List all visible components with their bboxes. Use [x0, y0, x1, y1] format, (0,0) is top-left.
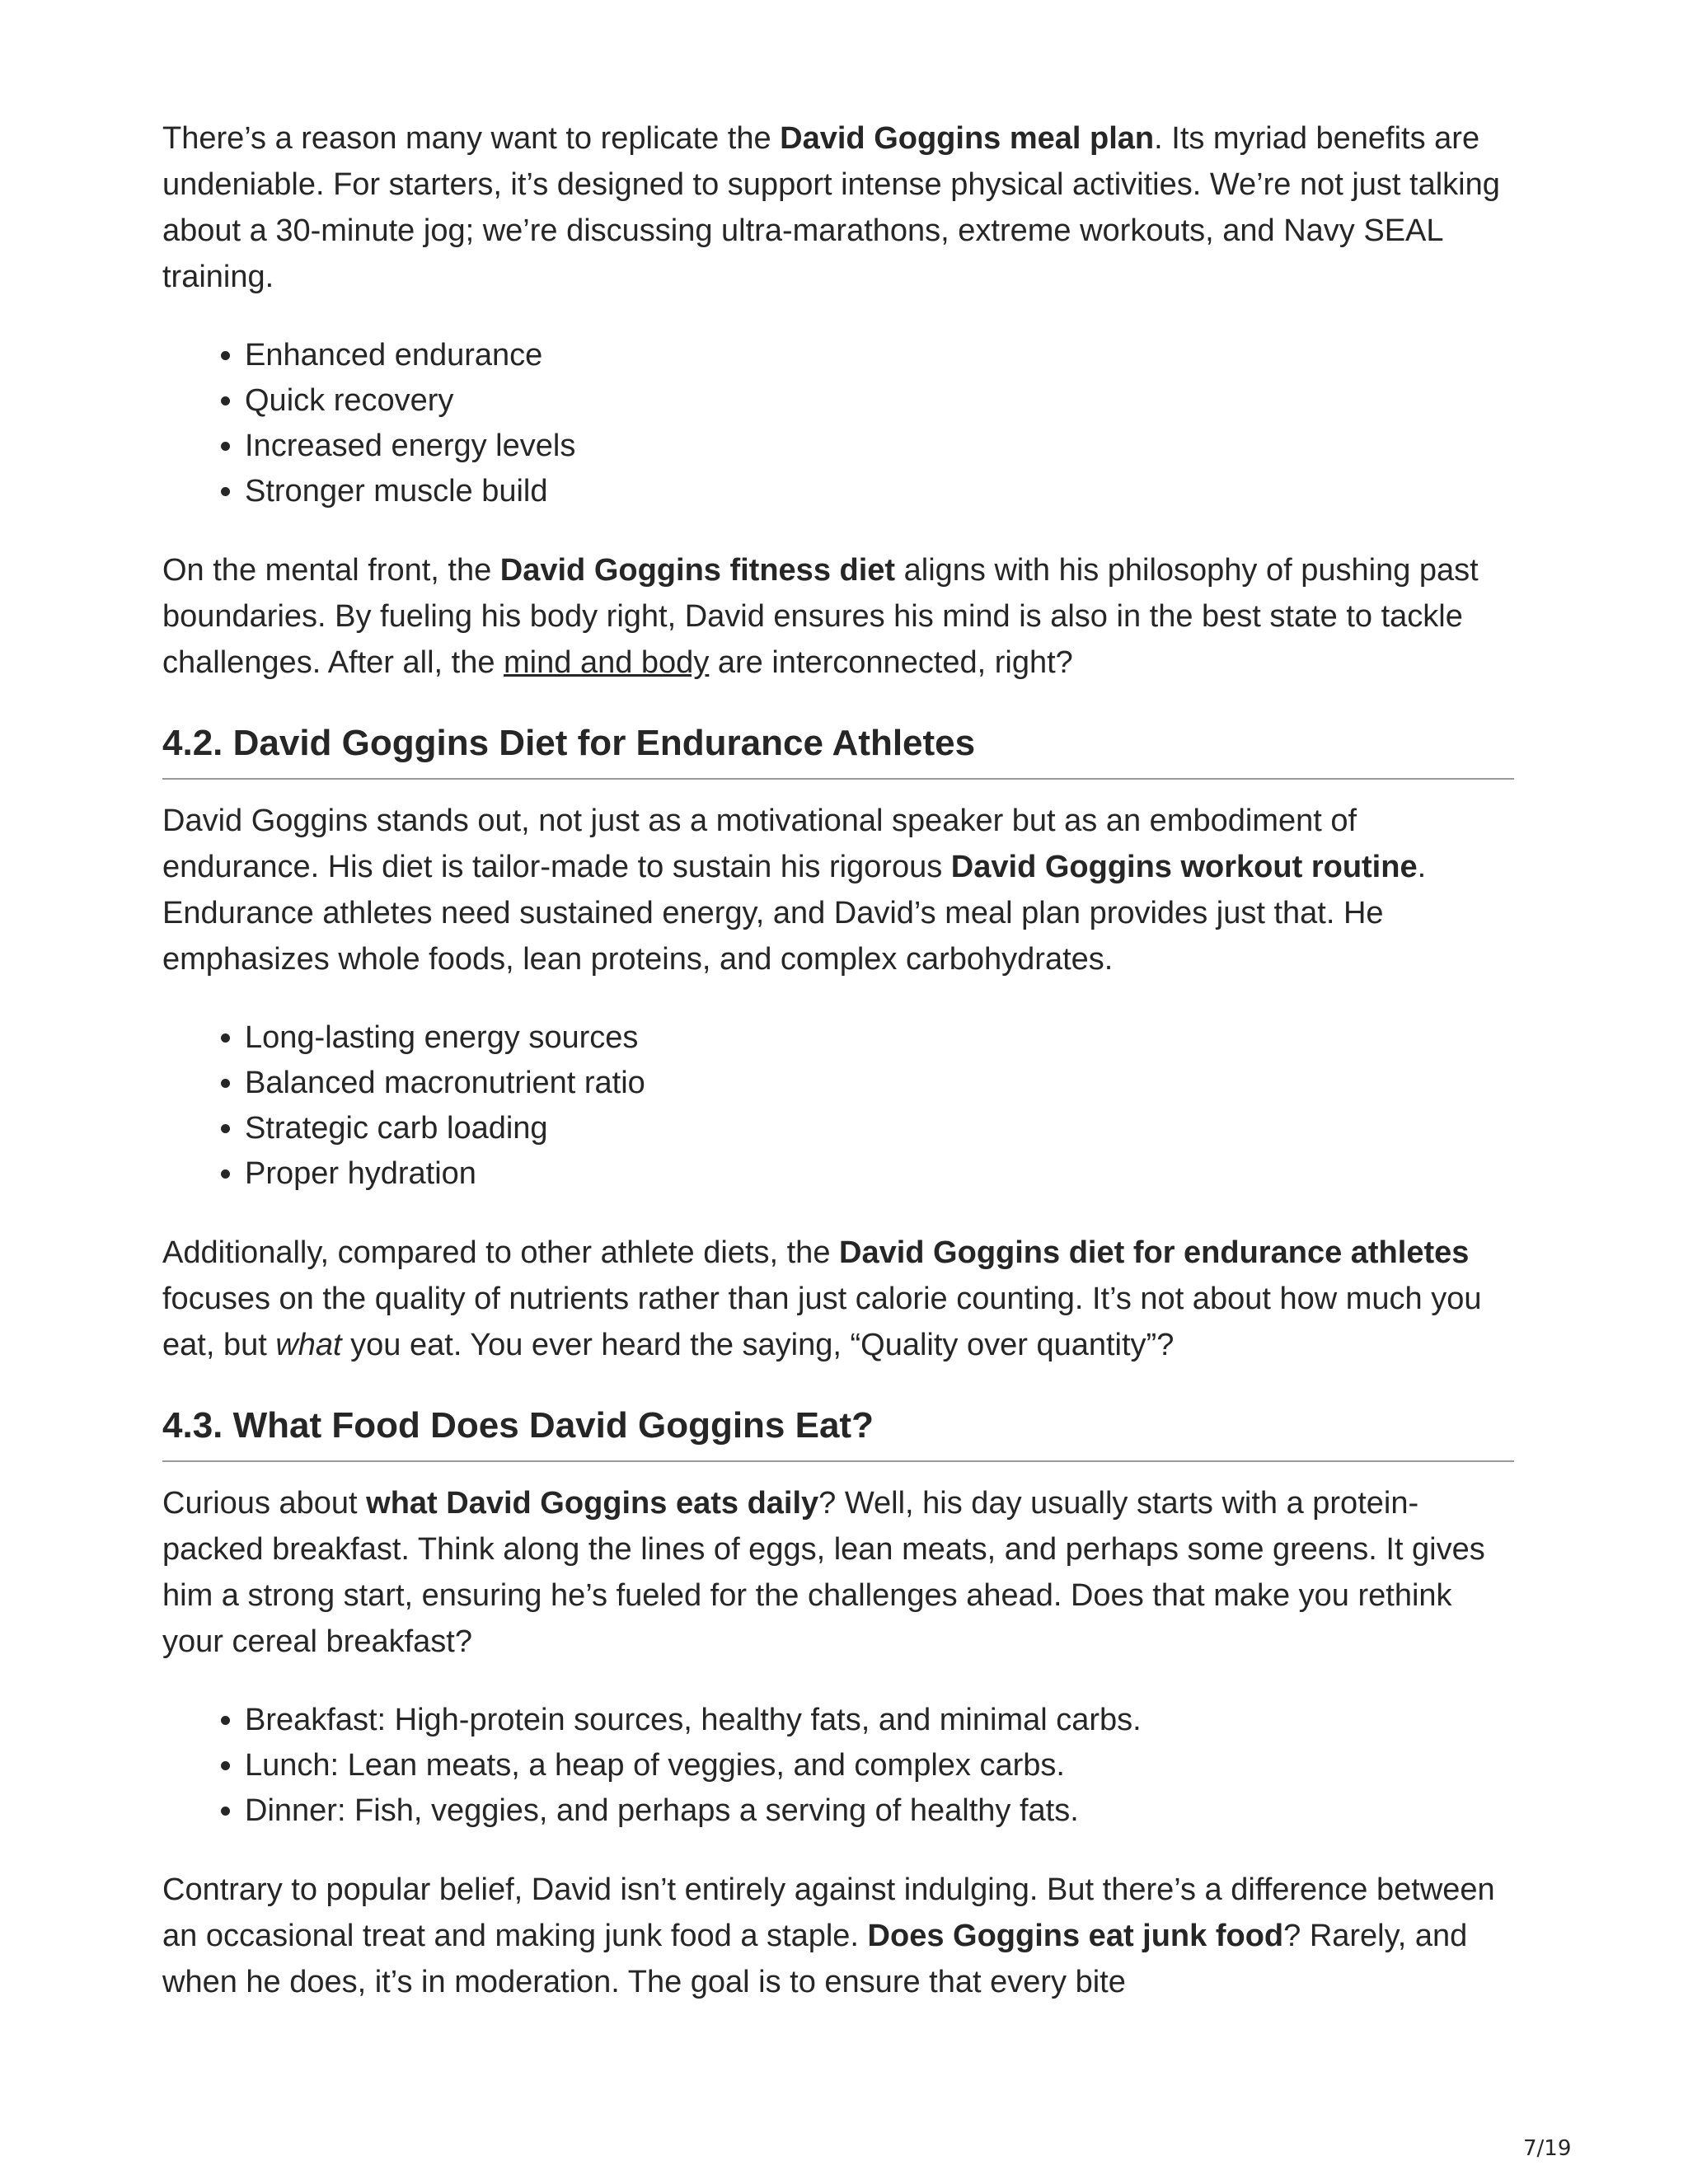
- text: There’s a reason many want to replicate the: [162, 121, 781, 156]
- section-heading-endurance: 4.2. David Goggins Diet for Endurance Athletes: [162, 719, 1514, 780]
- paragraph-mental: [162, 547, 1514, 686]
- list-item: • Lunch: Lean meats, a heap of veggies, and complex carbs.: [245, 1743, 1514, 1788]
- page-number: 7/19: [1523, 2136, 1572, 2161]
- list-item: • Strategic carb loading: [245, 1106, 1514, 1151]
- text: are interconnected, right?: [709, 645, 1073, 680]
- list-item: • Dinner: Fish, veggies, and perhaps a serving of healthy fats.: [245, 1788, 1514, 1834]
- paragraph-comparison: [162, 1230, 1514, 1368]
- text: Curious about: [162, 1486, 367, 1521]
- text: Contrary to popular belief, David isn’t entirely against indulging. But there’s a difference between an occasional treat and making junk food a staple.: [162, 1872, 1495, 1953]
- list-item: • Quick recovery: [245, 378, 1514, 424]
- text: aligns with his philosophy of pushing past boundaries. By fueling his body right, David ensures his mind is also in the best state to tackle challenges. After all, the: [162, 553, 1479, 680]
- mind-and-body-link[interactable]: mind and body: [504, 645, 710, 680]
- list-item: • Enhanced endurance: [245, 333, 1514, 378]
- list-item: • Breakfast: High-protein sources, healthy fats, and minimal carbs.: [245, 1698, 1514, 1743]
- paragraph-endurance: [162, 798, 1514, 982]
- text: ? Well, his day usually starts with a protein-packed breakfast. Think along the lines of eggs, lean meats, and perhaps some greens. It gives him a strong start, ensuring he’s fueled for the challenges ahead. Does that make you rethink your cereal breakfast?: [162, 1486, 1485, 1659]
- benefits-list: [162, 333, 1514, 514]
- list-item: • Increased energy levels: [245, 424, 1514, 469]
- bold-text: Does Goggins eat junk food: [867, 1919, 1284, 1953]
- list-item: • Proper hydration: [245, 1151, 1514, 1197]
- list-item: • Balanced macronutrient ratio: [245, 1061, 1514, 1106]
- text: . Its myriad benefits are undeniable. For starters, it’s designed to support intense physical activities. We’re not just talking about a 30-minute jog; we’re discussing ultra-marathons, extreme workouts, and Navy SEAL training.: [162, 121, 1500, 294]
- paragraph-intro: [162, 115, 1514, 300]
- text: focuses on the quality of nutrients rather than just calorie counting. It’s not about how much you eat, but: [162, 1282, 1482, 1362]
- bold-text: David Goggins diet for endurance athletes: [839, 1235, 1470, 1270]
- article-content: [162, 115, 1514, 2038]
- bold-text: David Goggins fitness diet: [499, 553, 896, 588]
- paragraph-junk-food: [162, 1867, 1514, 2005]
- paragraph-daily-food: [162, 1480, 1514, 1665]
- meals-list: [162, 1698, 1514, 1834]
- endurance-list: [162, 1015, 1514, 1197]
- list-item: • Long-lasting energy sources: [245, 1015, 1514, 1061]
- italic-text: what: [275, 1328, 342, 1362]
- list-item: • Stronger muscle build: [245, 469, 1514, 514]
- bold-text: what David Goggins eats daily: [366, 1486, 819, 1521]
- text: . Endurance athletes need sustained energy, and David’s meal plan provides just that. He emphasizes whole foods, lean proteins, and complex carbohydrates.: [162, 850, 1427, 977]
- text: Additionally, compared to other athlete diets, the: [162, 1235, 840, 1270]
- text: David Goggins stands out, not just as a motivational speaker but as an embodiment of endurance. His diet is tailor-made to sustain his rigorous: [162, 804, 1357, 884]
- text: ? Rarely, and when he does, it’s in moderation. The goal is to ensure that every bite: [162, 1919, 1468, 1999]
- section-heading-food: 4.3. What Food Does David Goggins Eat?: [162, 1401, 1514, 1462]
- text: you eat. You ever heard the saying, “Quality over quantity”?: [341, 1328, 1175, 1362]
- text: On the mental front, the: [162, 553, 500, 588]
- bold-text: David Goggins workout routine: [950, 850, 1418, 884]
- bold-text: David Goggins meal plan: [780, 121, 1155, 156]
